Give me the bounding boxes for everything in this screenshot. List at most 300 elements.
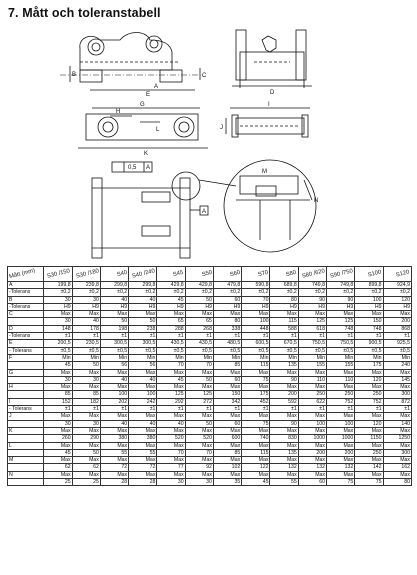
row-sublabel: - Tolerans xyxy=(8,406,44,413)
row-label: N xyxy=(8,471,44,478)
value-cell: ±0,5 xyxy=(327,347,355,354)
label-j: J xyxy=(220,125,223,131)
table-row xyxy=(8,449,412,456)
row-sublabel: -Tolerans xyxy=(8,289,44,296)
row-sublabel xyxy=(8,318,44,325)
value-cell: 260 xyxy=(44,435,72,442)
value-cell: 452 xyxy=(242,398,270,405)
value-cell: 120 xyxy=(355,420,383,427)
header-cell: S100 xyxy=(355,267,383,282)
header-cell: S80 /620 xyxy=(298,267,326,282)
value-cell: 25 xyxy=(72,479,100,486)
value-cell: Max xyxy=(129,442,157,449)
value-cell: Max xyxy=(298,457,326,464)
value-cell: H9 xyxy=(327,303,355,310)
value-cell: Max xyxy=(213,471,241,478)
value-cell: Max xyxy=(129,457,157,464)
value-cell: 102 xyxy=(213,464,241,471)
label-e: E xyxy=(146,92,151,98)
value-cell: 50 xyxy=(185,376,213,383)
value-cell: 40 xyxy=(129,420,157,427)
value-cell: ±1 xyxy=(72,406,100,413)
value-cell: H9 xyxy=(72,303,100,310)
value-cell: 240 xyxy=(383,362,411,369)
table-row xyxy=(8,464,412,471)
value-cell: Max xyxy=(242,457,270,464)
value-cell: Max xyxy=(242,384,270,391)
value-cell: ±1 xyxy=(185,333,213,340)
value-cell: 132 xyxy=(327,464,355,471)
value-cell: 72 xyxy=(100,464,128,471)
value-cell: 380 xyxy=(129,435,157,442)
value-cell: ±1 xyxy=(44,406,72,413)
value-cell: 288 xyxy=(157,325,185,332)
value-cell: 162 xyxy=(383,464,411,471)
value-cell: Min xyxy=(383,354,411,361)
value-cell: ±0,5 xyxy=(185,347,213,354)
value-cell: 1150 xyxy=(355,435,383,442)
value-cell: Min xyxy=(327,354,355,361)
value-cell: 872 xyxy=(383,398,411,405)
value-cell: 50 xyxy=(185,420,213,427)
row-label: K xyxy=(8,427,44,434)
value-cell: 479,8 xyxy=(213,282,241,289)
value-cell: Max xyxy=(270,311,298,318)
value-cell: ±0,2 xyxy=(327,289,355,296)
value-cell: 200 xyxy=(270,391,298,398)
value-cell: 77 xyxy=(157,464,185,471)
value-cell: ±1 xyxy=(298,406,326,413)
value-cell: 80 xyxy=(213,318,241,325)
value-cell: 60 xyxy=(213,296,241,303)
value-cell: Min xyxy=(242,354,270,361)
value-cell: 429,8 xyxy=(185,282,213,289)
value-cell: 30 xyxy=(185,479,213,486)
value-cell: 200 xyxy=(327,449,355,456)
value-cell: 80 xyxy=(270,296,298,303)
value-cell: Max xyxy=(44,442,72,449)
value-cell: 132 xyxy=(270,464,298,471)
value-cell: H9 xyxy=(185,303,213,310)
value-cell: 40 xyxy=(100,296,128,303)
row-label: C xyxy=(8,311,44,318)
value-cell: ±1 xyxy=(355,406,383,413)
value-cell: ±1 xyxy=(213,406,241,413)
value-cell: Max xyxy=(298,311,326,318)
value-cell: ±1 xyxy=(355,333,383,340)
value-cell: Max xyxy=(157,427,185,434)
value-cell: 202 xyxy=(100,398,128,405)
value-cell: 50 xyxy=(100,318,128,325)
table-row xyxy=(8,354,412,361)
value-cell: Max xyxy=(157,369,185,376)
value-cell: 588 xyxy=(270,325,298,332)
label-m: M xyxy=(262,169,267,175)
value-cell: 28 xyxy=(100,479,128,486)
value-cell: 120 xyxy=(355,376,383,383)
value-cell: Max xyxy=(129,413,157,420)
value-cell: 75 xyxy=(242,376,270,383)
value-cell: Max xyxy=(355,384,383,391)
value-cell: 750,5 xyxy=(327,340,355,347)
value-cell: Max xyxy=(157,471,185,478)
value-cell: 300,5 xyxy=(100,340,128,347)
value-cell: 90 xyxy=(298,296,326,303)
value-cell: 199,8 xyxy=(44,282,72,289)
value-cell: ±0,5 xyxy=(270,347,298,354)
value-cell: 182 xyxy=(72,398,100,405)
value-cell: 430,5 xyxy=(185,340,213,347)
value-cell: 900,5 xyxy=(355,340,383,347)
table-row xyxy=(8,318,412,325)
table-row xyxy=(8,457,412,464)
value-cell: Max xyxy=(100,457,128,464)
header-cell: S45 xyxy=(157,267,185,282)
value-cell: Max xyxy=(185,471,213,478)
value-cell: 56 xyxy=(129,362,157,369)
value-cell: Max xyxy=(157,457,185,464)
value-cell: 125 xyxy=(298,318,326,325)
row-label: H xyxy=(8,384,44,391)
row-sublabel: -Tolerans xyxy=(8,333,44,340)
value-cell: 175 xyxy=(242,391,270,398)
header-cell: S80 xyxy=(270,267,298,282)
value-cell: 178 xyxy=(72,325,100,332)
value-cell: 100 xyxy=(355,296,383,303)
value-cell: 50 xyxy=(185,296,213,303)
value-cell: 300 xyxy=(383,449,411,456)
row-label: B xyxy=(8,296,44,303)
value-cell: ±1 xyxy=(185,406,213,413)
value-cell: ±0,5 xyxy=(44,347,72,354)
value-cell: 145 xyxy=(383,376,411,383)
value-cell: Max xyxy=(44,369,72,376)
table-row xyxy=(8,406,412,413)
table-row xyxy=(8,303,412,310)
row-sublabel: -Tolerans xyxy=(8,303,44,310)
label-n: N xyxy=(314,198,319,204)
value-cell: 200 xyxy=(383,318,411,325)
value-cell: 430,5 xyxy=(157,340,185,347)
label-l: L xyxy=(156,127,160,133)
value-cell: Max xyxy=(44,457,72,464)
value-cell: 100 xyxy=(298,420,326,427)
value-cell: Max xyxy=(185,457,213,464)
value-cell: Max xyxy=(185,384,213,391)
value-cell: 70 xyxy=(242,296,270,303)
value-cell: 520 xyxy=(157,435,185,442)
row-sublabel xyxy=(8,479,44,486)
value-cell: Max xyxy=(72,413,100,420)
dimension-table xyxy=(7,266,412,486)
value-cell: Max xyxy=(44,384,72,391)
value-cell: ±1 xyxy=(327,333,355,340)
value-cell: Max xyxy=(213,457,241,464)
value-cell: Max xyxy=(185,427,213,434)
value-cell: ±0,5 xyxy=(100,347,128,354)
value-cell: 152 xyxy=(44,398,72,405)
value-cell: Max xyxy=(157,413,185,420)
value-cell: Min xyxy=(355,354,383,361)
row-label: A xyxy=(8,282,44,289)
row-sublabel xyxy=(8,464,44,471)
technical-drawings xyxy=(0,20,417,265)
row-sublabel xyxy=(8,435,44,442)
value-cell: Max xyxy=(355,457,383,464)
row-label: E xyxy=(8,340,44,347)
value-cell: Max xyxy=(270,442,298,449)
value-cell: Max xyxy=(355,413,383,420)
value-cell: ±0,5 xyxy=(129,347,157,354)
value-cell: 752 xyxy=(355,398,383,405)
table-row xyxy=(8,479,412,486)
value-cell: 70 xyxy=(157,362,185,369)
value-cell: 28 xyxy=(129,479,157,486)
value-cell: 70 xyxy=(185,362,213,369)
value-cell: 55 xyxy=(100,449,128,456)
value-cell: Max xyxy=(185,369,213,376)
row-sublabel xyxy=(8,362,44,369)
table-row xyxy=(8,289,412,296)
page-title: 7. Mått och toleranstabell xyxy=(8,6,161,20)
datum-a: A xyxy=(202,209,207,215)
value-cell: Max xyxy=(44,471,72,478)
header-cell: S40 /240 xyxy=(129,267,157,282)
value-cell: H9 xyxy=(270,303,298,310)
value-cell: 122 xyxy=(242,464,270,471)
value-cell: Max xyxy=(298,369,326,376)
header-cell: S50 xyxy=(185,267,213,282)
value-cell: 40 xyxy=(100,376,128,383)
value-cell: Max xyxy=(270,457,298,464)
table-row xyxy=(8,435,412,442)
value-cell: 740 xyxy=(242,435,270,442)
table-row xyxy=(8,347,412,354)
value-cell: 380 xyxy=(100,435,128,442)
value-cell: 749,8 xyxy=(298,282,326,289)
value-cell: ±0,2 xyxy=(298,289,326,296)
label-a: A xyxy=(154,84,159,90)
value-cell: Min xyxy=(270,354,298,361)
value-cell: Max xyxy=(383,442,411,449)
value-cell: 115 xyxy=(242,449,270,456)
value-cell: 750,5 xyxy=(298,340,326,347)
table-row xyxy=(8,325,412,332)
value-cell: 35 xyxy=(213,479,241,486)
value-cell: 75 xyxy=(242,420,270,427)
value-cell: 155 xyxy=(298,362,326,369)
value-cell: Max xyxy=(100,427,128,434)
table-row xyxy=(8,282,412,289)
value-cell: H9 xyxy=(383,303,411,310)
value-cell: Max xyxy=(242,311,270,318)
value-cell: H9 xyxy=(355,303,383,310)
value-cell: Max xyxy=(383,457,411,464)
value-cell: Max xyxy=(72,471,100,478)
value-cell: 45 xyxy=(44,362,72,369)
value-cell: Max xyxy=(185,413,213,420)
front-view-drawing xyxy=(232,30,312,88)
value-cell: 85 xyxy=(213,362,241,369)
value-cell: 90 xyxy=(327,296,355,303)
value-cell: ±1 xyxy=(270,406,298,413)
value-cell: 338 xyxy=(213,325,241,332)
value-cell: ±1 xyxy=(100,333,128,340)
value-cell: Max xyxy=(270,384,298,391)
value-cell: 55 xyxy=(270,479,298,486)
value-cell: Max xyxy=(72,442,100,449)
value-cell: 50 xyxy=(72,362,100,369)
value-cell: Max xyxy=(327,427,355,434)
value-cell: Max xyxy=(213,413,241,420)
row-sublabel: - Tolerans xyxy=(8,347,44,354)
value-cell: 448 xyxy=(242,325,270,332)
value-cell: ±1 xyxy=(72,333,100,340)
value-cell: Max xyxy=(213,369,241,376)
value-cell: Max xyxy=(327,311,355,318)
value-cell: ±1 xyxy=(327,406,355,413)
value-cell: 85 xyxy=(72,391,100,398)
value-cell: 70 xyxy=(185,449,213,456)
value-cell: Max xyxy=(242,369,270,376)
value-cell: Max xyxy=(129,471,157,478)
value-cell: ±0,2 xyxy=(383,289,411,296)
value-cell: Max xyxy=(383,369,411,376)
value-cell: Max xyxy=(185,311,213,318)
value-cell: Max xyxy=(270,413,298,420)
value-cell: Max xyxy=(129,311,157,318)
value-cell: H9 xyxy=(100,303,128,310)
value-cell: ±1 xyxy=(100,406,128,413)
value-cell: ±1 xyxy=(129,333,157,340)
value-cell: Max xyxy=(383,471,411,478)
table-row xyxy=(8,442,412,449)
row-label: L xyxy=(8,442,44,449)
value-cell: Max xyxy=(157,442,185,449)
value-cell: Max xyxy=(213,311,241,318)
value-cell: 148 xyxy=(44,325,72,332)
value-cell: Max xyxy=(213,427,241,434)
value-cell: Min xyxy=(72,354,100,361)
value-cell: Max xyxy=(157,384,185,391)
label-d: D xyxy=(270,90,275,96)
value-cell: 899,8 xyxy=(355,282,383,289)
label-c: C xyxy=(202,73,207,79)
value-cell: 299,8 xyxy=(100,282,128,289)
value-cell: 40 xyxy=(157,420,185,427)
header-cell: S40 xyxy=(100,267,128,282)
table-row xyxy=(8,296,412,303)
value-cell: 749,8 xyxy=(327,282,355,289)
value-cell: 100 xyxy=(327,420,355,427)
value-cell: 590,8 xyxy=(242,282,270,289)
value-cell: Max xyxy=(72,384,100,391)
value-cell: 230,5 xyxy=(72,340,100,347)
header-cell: S60 xyxy=(213,267,241,282)
value-cell: Max xyxy=(72,457,100,464)
value-cell: Max xyxy=(129,427,157,434)
value-cell: 670,5 xyxy=(270,340,298,347)
value-cell: 150 xyxy=(213,391,241,398)
value-cell: 748 xyxy=(355,325,383,332)
value-cell: 200,5 xyxy=(44,340,72,347)
value-cell: 40 xyxy=(129,376,157,383)
value-cell: Max xyxy=(355,442,383,449)
value-cell: 135 xyxy=(270,449,298,456)
value-cell: 250 xyxy=(355,449,383,456)
value-cell: 100 xyxy=(100,391,128,398)
table-row xyxy=(8,376,412,383)
value-cell: 110 xyxy=(298,376,326,383)
value-cell: Max xyxy=(129,384,157,391)
value-cell: Max xyxy=(355,471,383,478)
value-cell: Max xyxy=(242,413,270,420)
value-cell: 125 xyxy=(185,391,213,398)
value-cell: Max xyxy=(44,413,72,420)
value-cell: 45 xyxy=(242,479,270,486)
value-cell: 250 xyxy=(298,391,326,398)
table-row xyxy=(8,333,412,340)
value-cell: ±1 xyxy=(242,333,270,340)
value-cell: ±0,5 xyxy=(298,347,326,354)
header-cell: S90 /750 xyxy=(327,267,355,282)
value-cell: ±0,2 xyxy=(100,289,128,296)
value-cell: 600 xyxy=(213,435,241,442)
value-cell: 200 xyxy=(298,449,326,456)
detail-view-drawing xyxy=(224,160,319,252)
value-cell: 62 xyxy=(72,464,100,471)
table-row xyxy=(8,471,412,478)
table-row xyxy=(8,420,412,427)
value-cell: 132 xyxy=(298,464,326,471)
table-row xyxy=(8,413,412,420)
table-row xyxy=(8,362,412,369)
value-cell: Max xyxy=(72,427,100,434)
value-cell: H9 xyxy=(129,303,157,310)
value-cell: Min xyxy=(100,354,128,361)
value-cell: Max xyxy=(242,442,270,449)
value-cell: 520 xyxy=(185,435,213,442)
value-cell: 115 xyxy=(270,318,298,325)
value-cell: Max xyxy=(327,384,355,391)
value-cell: Max xyxy=(72,369,100,376)
value-cell: 55 xyxy=(129,449,157,456)
value-cell: ±0,5 xyxy=(157,347,185,354)
value-cell: Max xyxy=(213,384,241,391)
value-cell: ±0,2 xyxy=(242,289,270,296)
value-cell: 40 xyxy=(100,420,128,427)
value-cell: H9 xyxy=(242,303,270,310)
header-cell: S30 /180 xyxy=(72,267,100,282)
row-label: I xyxy=(8,398,44,405)
value-cell: 924,9 xyxy=(383,282,411,289)
value-cell: ±0,2 xyxy=(129,289,157,296)
value-cell: 45 xyxy=(157,376,185,383)
value-cell: 268 xyxy=(185,325,213,332)
value-cell: 30 xyxy=(44,420,72,427)
value-cell: 239,8 xyxy=(72,282,100,289)
row-label: M xyxy=(8,457,44,464)
value-cell: 75 xyxy=(327,479,355,486)
value-cell: Min xyxy=(298,354,326,361)
table-row xyxy=(8,369,412,376)
value-cell: 120 xyxy=(383,296,411,303)
value-cell: 242 xyxy=(129,398,157,405)
value-cell: Max xyxy=(270,427,298,434)
value-cell: Max xyxy=(355,369,383,376)
value-cell: Max xyxy=(100,442,128,449)
value-cell: 300 xyxy=(383,391,411,398)
